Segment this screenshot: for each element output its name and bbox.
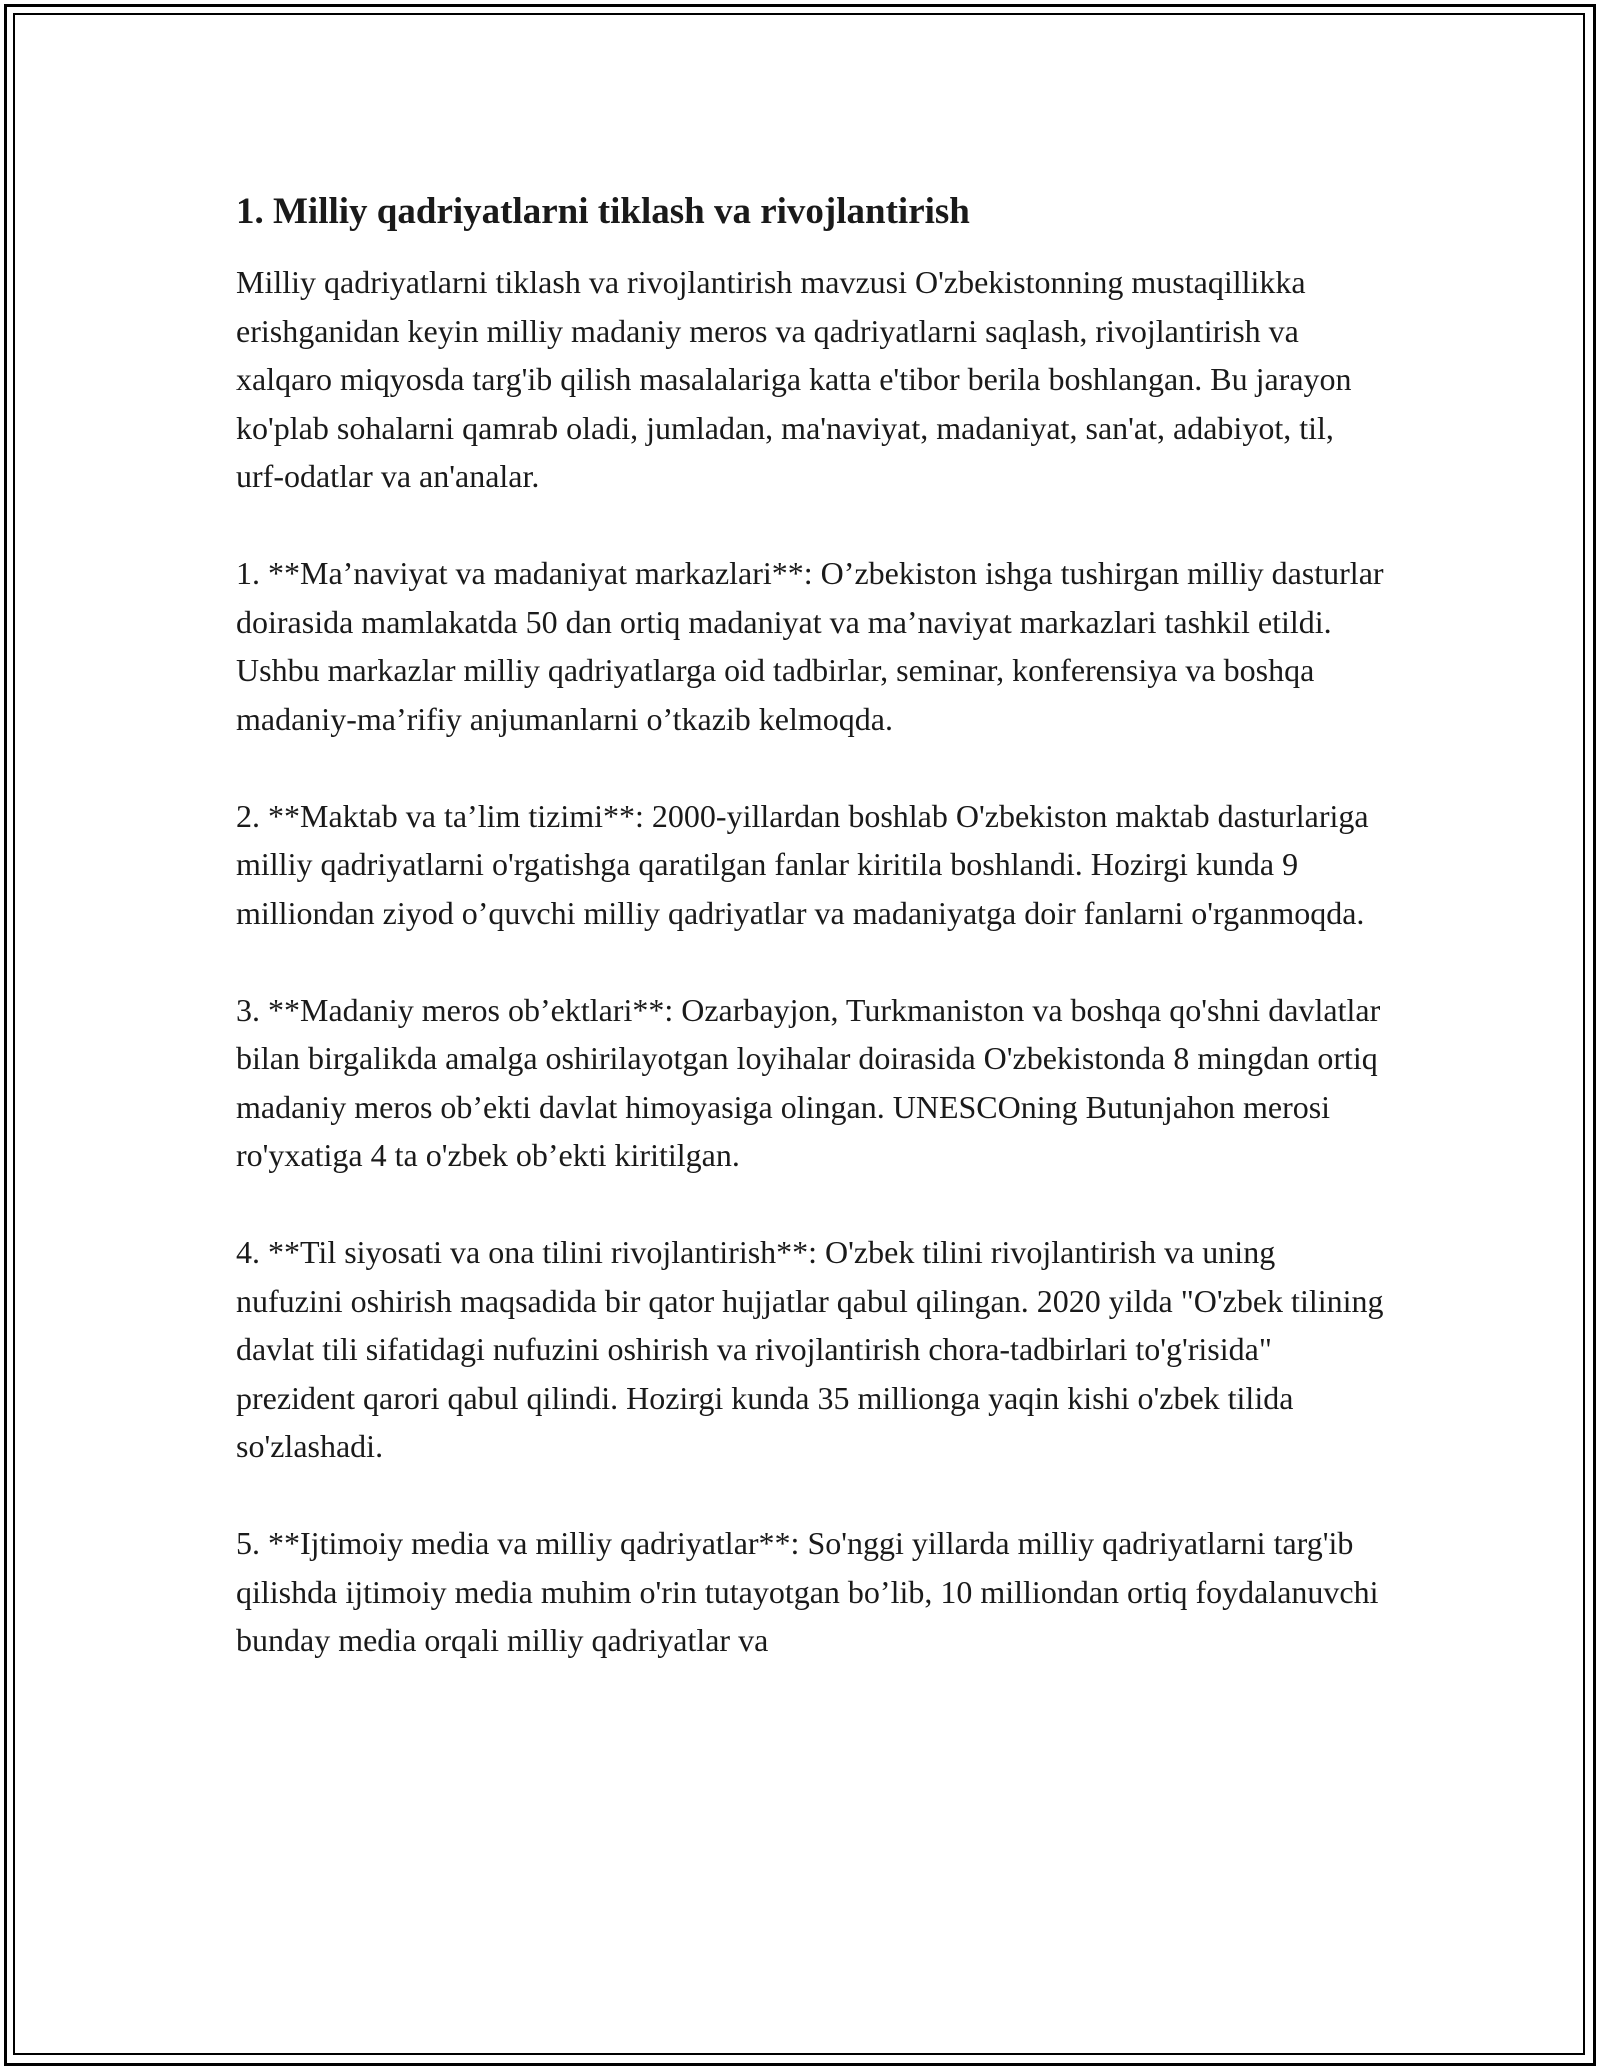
list-item-3-paragraph: 3. **Madaniy meros ob’ektlari**: Ozarbayjon, Turkmaniston va boshqa qo'shni davlatlar bilan birgalikda amalga oshirilayotgan loyihalar doirasida O'zbekistonda 8 mingdan ortiq madaniy meros ob’ekti davlat himoyasiga olingan. UNESCOning Butunjahon merosi ro'yxatiga 4 ta o'zbek ob’ekti kiritilgan. (236, 991, 1381, 1173)
list-item-4-paragraph: 4. **Til siyosati va ona tilini rivojlantirish**: O'zbek tilini rivojlantirish va uning nufuzini oshirish maqsadida bir qator hujjatlar qabul qilingan. 2020 yilda "O'zbek tilining davlat tili sifatidagi nufuzini oshirish va rivojlantirish chora-tadbirlari to'g'risida" prezident qarori qabul qilindi. Hozirgi kunda 35 millionga yaqin kishi o'zbek tilida so'zlashadi. (236, 1234, 1384, 1464)
list-item-2-paragraph: 2. **Maktab va ta’lim tizimi**: 2000-yillardan boshlab O'zbekiston maktab dasturlariga milliy qadriyatlarni o'rgatishga qaratilgan fanlar kiritila boshlandi. Hozirgi kunda 9 milliondan ziyod o’quvchi milliy qadriyatlar va madaniyatga doir fanlarni o'rganmoqda. (236, 797, 1369, 931)
list-item-5-paragraph: 5. **Ijtimoiy media va milliy qadriyatlar**: So'nggi yillarda milliy qadriyatlarni targ'ib qilishda ijtimoiy media muhim o'rin tutayotgan bo’lib, 10 milliondan ortiq foydalanuvchi bunday media orqali milliy qadriyatlar va (236, 1525, 1379, 1658)
document-title: 1. Milliy qadriyatlarni tiklash va rivojlantirish (236, 191, 970, 232)
document-body (236, 186, 1386, 1665)
intro-paragraph: Milliy qadriyatlarni tiklash va rivojlantirish mavzusi O'zbekistonning mustaqillikka erishganidan keyin milliy madaniy meros va qadriyatlarni saqlash, rivojlantirish va xalqaro miqyosda targ'ib qilish masalalariga katta e'tibor berila boshlangan. Bu jarayon ko'plab sohalarni qamrab oladi, jumladan, ma'naviyat, madaniyat, san'at, adabiyot, til, urf-odatlar va an'analar. (236, 264, 1352, 494)
list-item-1-paragraph: 1. **Ma’naviyat va madaniyat markazlari**: O’zbekiston ishga tushirgan milliy dasturlar doirasida mamlakatda 50 dan ortiq madaniyat va ma’naviyat markazlari tashkil etildi. Ushbu markazlar milliy qadriyatlarga oid tadbirlar, seminar, konferensiya va boshqa madaniy-ma’rifiy anjumanlarni o’tkazib kelmoqda. (236, 555, 1384, 737)
